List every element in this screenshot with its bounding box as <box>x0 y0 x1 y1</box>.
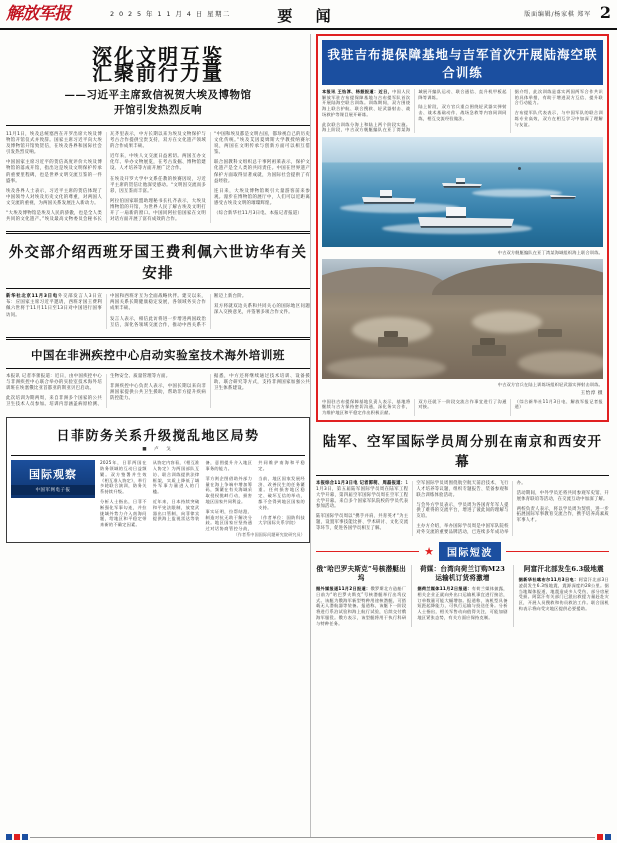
paragraph: 连日来，大埃及博物馆吸引大量游客前来参观。漫步在博物馆的展厅中，人们可以近距离感受古埃及文明的璀璨辉煌。 <box>214 188 310 206</box>
lead-headline-line2: 汇聚前行力量 <box>92 61 224 85</box>
article2-body <box>6 294 310 328</box>
footer-decoration <box>6 833 611 841</box>
divider <box>6 337 310 340</box>
article-open-headline: 陆军、空军国际学员周分别在南京和西安开幕 <box>322 433 603 470</box>
paragraph: 此次联合训练分海上和陆上两个阶段实施。海上阶段，中吉双方舰艇编队在亚丁湾某海域展开编队运动、联合通信、直升机甲板起降等训练。 <box>322 89 507 133</box>
photo-naval-training <box>322 137 603 247</box>
paragraph: 11月1日，埃及总统塞西在开罗出席大埃及博物馆开馆仪式并致辞。国家主席习近平向大埃及博物馆开馆致贺信，在埃及各界和国际社会引发热烈反响。 <box>6 132 102 156</box>
article3-body <box>6 374 310 408</box>
divider <box>11 455 305 456</box>
article-japan-philippines <box>6 417 310 543</box>
section-title: 要 闻 <box>277 7 340 25</box>
paragraph: 此次培训为期两周，来自非洲多个国家的公共卫生技术人员参加。培训内容涵盖病原检测、生物安全、质量管理等方面。 <box>6 373 171 408</box>
brief-item <box>417 565 507 627</box>
footer-rule <box>30 837 595 838</box>
divider <box>506 551 609 552</box>
paragraph <box>322 89 410 118</box>
brief-title: 俄“哈巴罗夫斯克”号核潜艇出坞 <box>316 565 406 583</box>
paragraph: 据介绍，此次训练是落实两国两军合作共识的具体举措，有助于增进双方互信、提升联合行动能力。 <box>514 89 603 106</box>
paragraph <box>6 294 102 318</box>
lead-headline-line1: 深化文明互鉴 <box>92 44 224 68</box>
paragraph: 分析人士指出，日菲不断强化军事勾连，并拉拢域外势力介入南海问题，给地区和平稳定带来新的不确定因素。 <box>100 498 147 528</box>
paragraph: 近年来，中埃人文交流日益密切。两国互办文化年、举办文物展览，在考古发掘、博物馆建设、人才培养等方面开展广泛合作。 <box>110 154 206 172</box>
publication-date: 2 0 2 5 年 1 1 月 4 日 星期二 <box>110 10 231 18</box>
paragraph: “中国和埃及都是文明古国，都珍视自己的历史文化传统。”埃及艾因夏姆斯大学教授纳赛尔说，两国在文明传承与创新方面可以相互借鉴。 <box>214 132 310 156</box>
divider <box>316 551 419 552</box>
article-africa-cdc <box>6 347 310 408</box>
dateline: 本报综合11月3日电 记者郭萌、周磊报道： <box>316 480 406 486</box>
dateline: 据外媒报道11月2日报道： <box>316 586 371 592</box>
page-body <box>0 30 617 840</box>
decoration-square <box>6 834 12 840</box>
brief-title: 荷媒：台湾向荷兰订购M23运输机订货将激增 <box>419 565 505 583</box>
paragraph: 中国和西班牙互为全面战略伙伴。建交以来，两国关系长期健康稳定发展，各领域务实合作成果丰硕。 <box>110 294 206 312</box>
column-divider <box>310 34 311 837</box>
paragraph: 两校负责人表示，将以学员周为契机，进一步拓展国际军事教育交流合作，携手培养高素质军事人才。 <box>516 506 609 524</box>
lead-article-body <box>6 132 310 223</box>
dateline: 据荷兰媒体11月2日报道： <box>417 586 472 592</box>
badge-subtitle: 中国军网电子报 <box>11 485 95 495</box>
paragraph: 中国国家主席习近平的贺信高度评价大埃及博物馆的落成开馆，指出这是埃及文明保护传承的重要里程碑，也是世界文明交流互鉴的一件盛事。 <box>6 160 102 184</box>
paragraph: 双方将就双边关系和共同关心的国际地区问题深入交换意见，并签署多项合作文件。 <box>214 304 310 316</box>
article-spain-king <box>6 241 310 328</box>
divider <box>6 231 310 234</box>
paragraph: 与会外方学员表示，学员周为各国青年军人提供了难得的交流平台，增进了彼此间的理解与友谊。 <box>416 502 509 520</box>
lead-subhead-line2: 开馆引发热烈反响 <box>114 104 202 116</box>
paragraph: 从协定内容看，《相互准入协定》为两国部队互访、联合训练提供法律框架，实质上降低了域外军事力量进入的门槛。 <box>152 460 200 495</box>
lead-subhead-line1: ——习近平主席致信祝贺大埃及博物馆 <box>64 89 252 101</box>
right-column <box>316 34 609 840</box>
divider <box>6 368 310 369</box>
paragraph: 当前，地区国家发展经济、改善民生的任务繁重。任何损害地区稳定、破坏互信的举动，都不会得到地区国家的支持。 <box>258 475 305 510</box>
paragraph: 双方还就下一阶段交流合作事宜进行了沟通对接。 <box>418 398 507 410</box>
photo-live-fire-training <box>322 259 603 379</box>
brief-body: 有荷兰媒体披露，相关企业正就向外出口运输机事宜进行接洽，订单数量可能大幅增加。报道称，该机型具备短距起降能力，可执行运输与投送任务。分析人士指出，相关军售动向值得关注，可能加剧地区紧张态势，有关方面应保持克制。 <box>417 586 508 621</box>
brief-item <box>316 565 406 627</box>
star-icon: ★ <box>424 545 434 559</box>
decoration-square <box>14 834 20 840</box>
paragraph-text: 外交部发言人3日宣布：应国家主席习近平邀请，西班牙国王费利佩六世将于11月11日至13日对中国进行国事访问。 <box>6 294 102 318</box>
paragraph: 据悉，中方还将继续通过技术培训、设备援助、联合研究等方式，支持非洲国家加强公共卫生体系建设。 <box>214 373 310 391</box>
brief-item <box>519 565 609 627</box>
paragraph: 吉布提军队代表表示，与中国军队的联合训练专业高效，双方在相互学习中加深了理解与友谊。 <box>514 110 603 127</box>
article2-headline: 外交部介绍西班牙国王费利佩六世访华有关安排 <box>8 244 308 283</box>
briefs-section <box>316 542 609 627</box>
page-editor-info: 版面编辑/杨家棋 郑军 <box>524 11 591 18</box>
paragraph: 陆军国际学员周以“携手并肩、共育英才”为主题，设置军事技能比拼、学术研讨、文化交流等环节，促进各国学员相互了解。 <box>316 514 409 532</box>
decoration-square <box>605 834 611 840</box>
paragraph <box>316 481 408 511</box>
paragraph: 埃及各界人士表示，习近平主席的贺信体现了中国领导人对埃及历史文化的尊重，对两国人文交流的重视，为两国关系发展注入新动力。 <box>6 188 102 206</box>
badge-title: 国际观察 <box>29 468 77 482</box>
brief-text <box>519 577 609 612</box>
article-open-body <box>316 481 609 536</box>
brief-text <box>316 586 406 627</box>
briefs-label: 国际短波 <box>439 542 501 561</box>
photo2-caption-text: 中吉双方官兵在陆上训练场组织轻武器实弹射击训练。 <box>497 382 603 388</box>
paragraph: 联合国教科文组织总干事阿祖莱表示，保护文化遗产是全人类的共同责任。中国在世界遗产保护方面取得显著成就，为国际社会提供了有益经验。 <box>214 160 310 184</box>
article-student-week <box>316 430 609 536</box>
paragraph: 近年来，日本持续突破和平宪法限制，放宽武器出口管制，向菲律宾提供海上监视雷达等装备，意图提升介入地区事务的能力。 <box>152 460 253 522</box>
observation-badge <box>11 460 95 498</box>
dateline: 据新华社喀布尔11月3日电： <box>518 577 579 583</box>
divider <box>513 565 514 627</box>
newspaper-logo: 解放军报 <box>6 4 70 24</box>
paragraph: 本报讯 记者李蕾报道：近日，由中国疾控中心与非洲疾控中心联合举办的实验室技术海外培训班在埃塞俄比亚首都亚的斯亚贝巴启动。 <box>6 373 102 391</box>
paragraph: “大埃及博物馆是埃及人民的骄傲，也是全人类共同的文化遗产。”埃及最高文物委员会秘书长瓦齐里表示，中方长期以来为埃及文物保护与考古合作提供宝贵支持，双方在文化遗产领域的合作成果丰硕。 <box>6 132 206 223</box>
article4-headline: 日菲防务关系升级搅乱地区局势 <box>56 429 260 445</box>
decoration-square <box>597 834 603 840</box>
paragraph: 主办方介绍，举办国际学员周是中国军队院校对外交流的重要品牌活动，已连续多年成功举办。 <box>416 480 526 536</box>
package-headline: 我驻吉布提保障基地与吉军首次开展陆海空联合训练 <box>322 40 603 85</box>
djibouti-package <box>316 34 609 422</box>
paragraph: 事实证明，拉帮结派、制造对抗无助于解决分歧。地区国家应坚持通过对话协商管控分歧，共同维护南海和平稳定。 <box>205 460 305 532</box>
dateline: 新华社北京11月3日电 <box>6 294 58 300</box>
paragraph: 菲方则企图借助外部力量在海上争端中增加筹码，频繁在有关海域采取侵权挑衅行动，损害地区国家共同利益。 <box>205 475 253 504</box>
package-body-cont <box>322 399 603 416</box>
divider <box>6 125 310 126</box>
paragraph: 阿拉伯国家联盟助理秘书长扎齐表示，大埃及博物馆的开馆，为世界人民了解古埃及文明打开了一扇新的窗口。中国同阿拉伯国家在文明对话方面开展了富有成效的合作。 <box>110 198 206 223</box>
paragraph: 2025年，日菲两国在防务领域的互动日益频繁。双方签署并生效《相互准入协定》，举行多轮联合演训，防务关系持续升级。 <box>100 460 147 495</box>
dateline: 本报讯 王怡淳、杨振报道：近日， <box>322 89 393 94</box>
paragraph-text: 中国人民解放军驻吉布提保障基地与吉布提军队首次开展陆海空联合训练。训练期间，双方围绕海上联合护航、联合搜救、轻武器射击、战场救护等课目展开研练。 <box>322 89 411 117</box>
brief-body: 阿富汗北部3日凌晨发生6.3级地震，震源深度约28公里。据当地媒体报道，地震造成多人受伤，部分房屋受损。阿富汗有关部门已派出救援力量赶赴灾区，开展人员搜救和伤员救治工作。联合国机构表示将向受灾地区提供必要援助。 <box>518 577 609 612</box>
photo-credit: 王怡淳 摄 <box>580 390 603 396</box>
brief-title: 阿富汗北部发生6.3级地震 <box>523 565 604 574</box>
decoration-square <box>22 834 28 840</box>
page-number: 2 <box>599 3 611 22</box>
article4-body <box>100 460 305 532</box>
paragraph-text: 11月3日，第五届陆军国际学员周在陆军工程大学开幕，第四届空军国际学员周在空军工程大学开幕。来自多个国家军队院校的学员代表参加活动。 <box>316 480 409 510</box>
package-body <box>322 89 603 133</box>
article4-byline: ■ 卢 戈 <box>142 447 174 453</box>
source-line: （综合新华社11月3日电、解放军报记者报道） <box>514 398 603 410</box>
brief-text <box>417 586 507 621</box>
divider <box>6 288 310 289</box>
divider <box>316 475 609 476</box>
paragraph: 在埃及开罗大学中文系任教的侯赛因说，习近平主席的贺信让他深受感动。“文明因交流而多彩，因互鉴而丰富。” <box>110 176 206 194</box>
paragraph: 中国驻吉布提保障基地负责人表示，基地将继续与吉方保持密切沟通，深化务实合作，为维护地区和平稳定作出积极贡献。 <box>322 398 411 416</box>
divider <box>411 565 412 627</box>
left-column <box>6 34 310 840</box>
briefs-header <box>316 542 609 561</box>
masthead <box>0 0 617 30</box>
paragraph: 发言人表示，相信此访将进一步增进两国政治互信，深化各领域交流合作，推动中西关系不断迈上新台阶。 <box>110 294 247 328</box>
article4-credit: （作者系中国国际问题研究院研究员） <box>233 531 305 537</box>
paragraph: 非洲疾控中心负责人表示，中国长期以来向非洲国家提供公共卫生援助，帮助非方提升疾病防控能力。 <box>110 383 206 401</box>
article3-headline: 中国在非洲疾控中心启动实验室技术海外培训班 <box>30 347 286 362</box>
paragraph: 活动期间，中外学员还将共同参观军史馆、开展体育联谊等活动，在交流互动中加深了解。 <box>516 490 609 502</box>
briefs-columns <box>316 565 609 627</box>
source-line: （综合新华社11月3日电、本报记者报道） <box>214 211 303 217</box>
paragraph: （作者单位：国防科技大学国际关系学院） <box>258 514 305 526</box>
brief-body: 俄罗斯北方造船厂日前为“哈巴罗夫斯克”号核潜艇举行出坞仪式。该艇为俄海军新型特种用途核潜艇，可搭载无人潜航器等装备。报道称，该艇下一阶段将进行系泊试验和海上航行试验，后续交付俄海军服役。俄方表示，该型艇将用于执行科研与特种任务。 <box>316 586 407 626</box>
photo2-caption <box>322 382 603 387</box>
paragraph: 空军国际学员周围绕航空航天前沿技术、飞行人才培养等议题，组织专题报告、装备参观和联合训练体验活动。 <box>416 480 509 498</box>
lead-article <box>6 40 310 223</box>
paragraph: 陆上阶段，双方官兵重点围绕轻武器实弹射击、战术基础动作、战场急救等内容同训同练，相互交流经验做法。 <box>418 104 507 121</box>
photo1-caption: 中吉双方舰艇编队在亚丁湾某海域组织海上联合训练。 <box>497 249 603 255</box>
